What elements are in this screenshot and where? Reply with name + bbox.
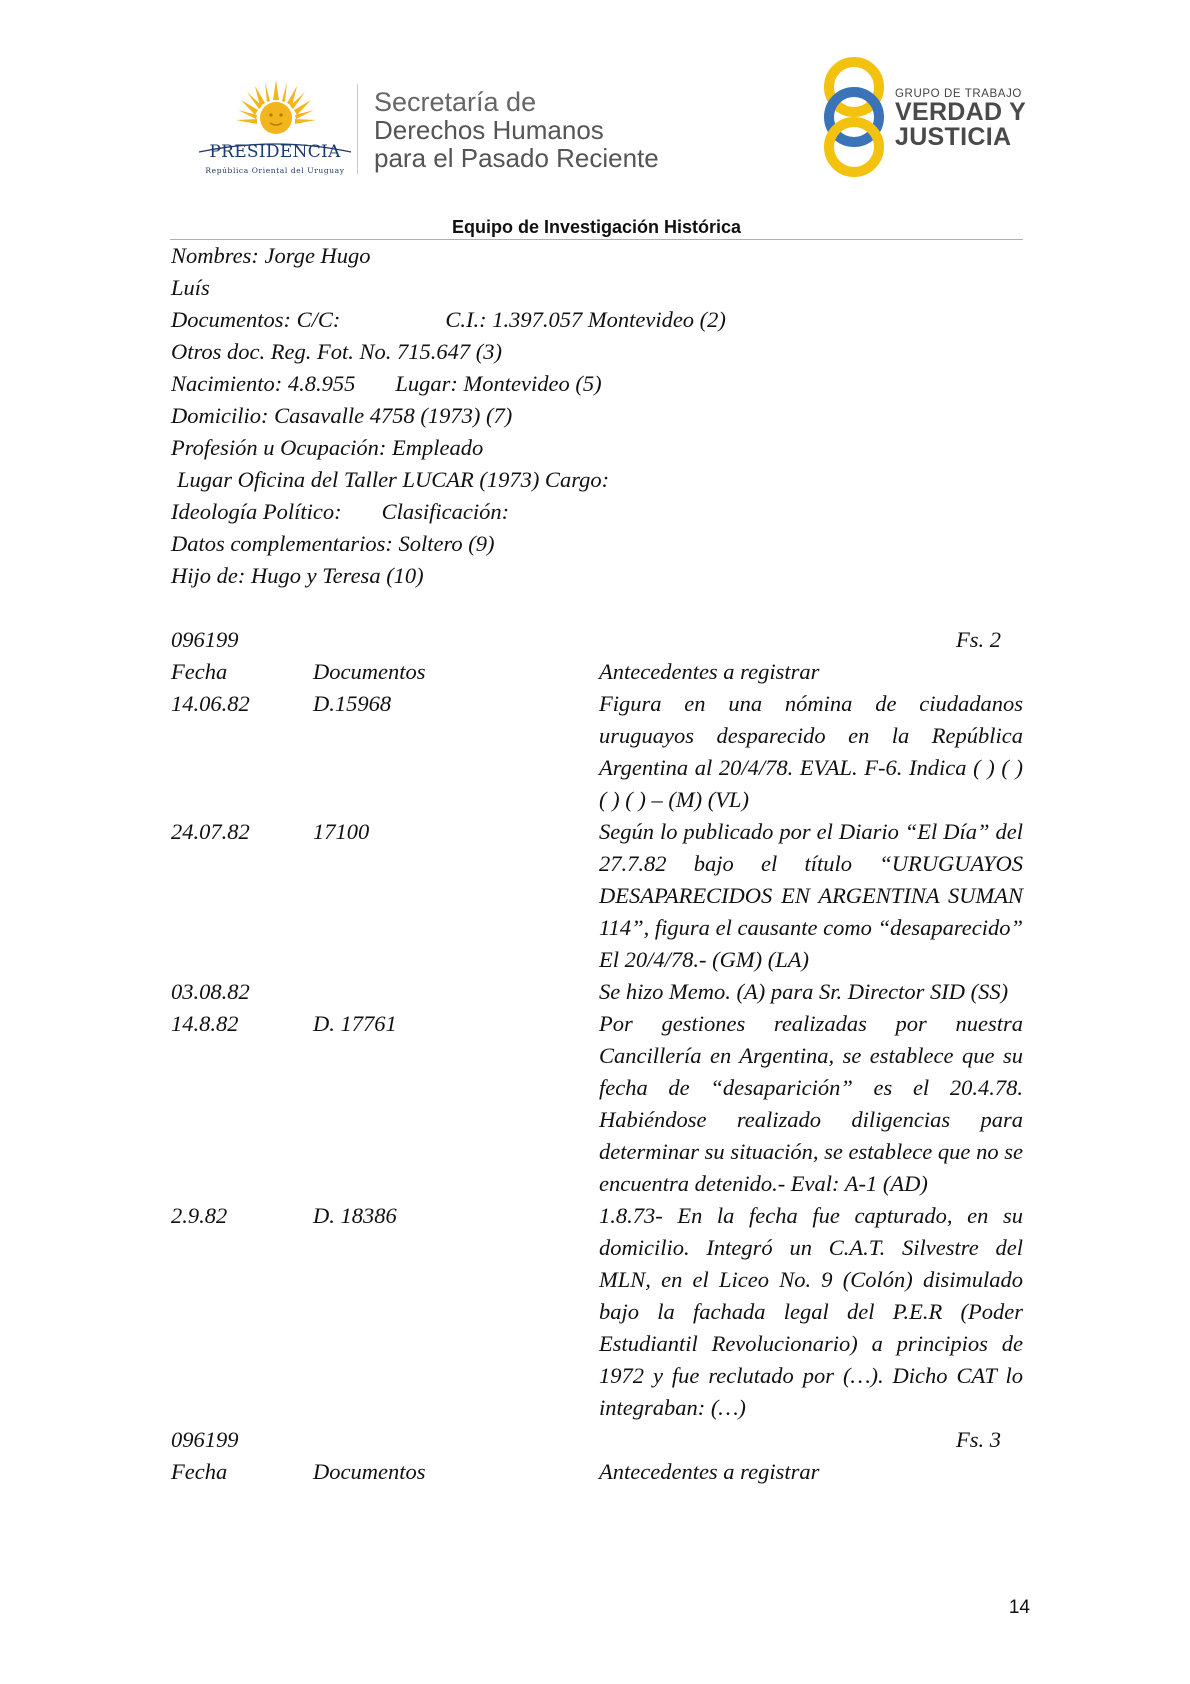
sheet2-code: 096199 bbox=[171, 627, 239, 652]
row-text: Por gestiones realizadas por nuestra Cancillería en Argentina, se establece que su fecha de “desaparición” es el 20.4.78. Habiéndose realizado diligencias para determinar su situación, se establece que no se encuentra detenido.- Eval: A-1 (AD) bbox=[599, 1011, 1023, 1196]
nacimiento: Nacimiento: 4.8.955 bbox=[171, 371, 356, 396]
nacimiento-line bbox=[171, 368, 1023, 400]
secretaria-line1: Secretaría de bbox=[374, 87, 537, 117]
sheet3-code: 096199 bbox=[171, 1427, 239, 1452]
row-doc: 17100 bbox=[313, 819, 370, 844]
table-row bbox=[171, 976, 1023, 1008]
lugar-trabajo: Lugar Oficina del Taller LUCAR (1973) Cargo: bbox=[177, 467, 610, 492]
grupo-trabajo-text bbox=[895, 88, 1026, 150]
page-number: 14 bbox=[1008, 1597, 1030, 1618]
row-doc bbox=[313, 976, 599, 1008]
col-antecedentes: Antecedentes a registrar bbox=[599, 1459, 820, 1484]
profesion: Profesión u Ocupación: Empleado bbox=[171, 435, 484, 460]
row-text: Se hizo Memo. (A) para Sr. Director SID (SS) bbox=[599, 979, 1009, 1004]
secretaria-title bbox=[374, 88, 659, 172]
table-row bbox=[171, 688, 1023, 816]
row-text: Figura en una nómina de ciudadanos uruguayos desparecido en la República Argentina al 20/4/78. EVAL. F-6. Indica ( ) ( ) ( ) ( ) – (M) (VL) bbox=[599, 691, 1023, 812]
row-fecha: 14.06.82 bbox=[171, 691, 250, 716]
documentos-ci: C.I.: 1.397.057 Montevideo (2) bbox=[445, 307, 726, 332]
table-row bbox=[171, 816, 1023, 976]
nombres: Nombres: Jorge Hugo bbox=[171, 243, 371, 268]
row-doc: D. 17761 bbox=[313, 1011, 397, 1036]
table-row bbox=[171, 1200, 1023, 1424]
sheet3-fs: Fs. 3 bbox=[956, 1427, 1001, 1452]
row-doc: D. 18386 bbox=[313, 1203, 397, 1228]
page-header bbox=[0, 0, 1190, 215]
sheet2-header bbox=[171, 624, 1023, 656]
documentos-label: Documentos: C/C: bbox=[171, 307, 341, 332]
grupo-line1: GRUPO DE TRABAJO bbox=[895, 88, 1022, 100]
secretaria-line2: Derechos Humanos bbox=[374, 115, 604, 145]
ideologia-line bbox=[171, 496, 1023, 528]
col-documentos: Documentos bbox=[313, 1459, 426, 1484]
sheet2-fs: Fs. 2 bbox=[956, 627, 1001, 652]
datos-complementarios: Datos complementarios: Soltero (9) bbox=[171, 531, 495, 556]
presidencia-logo bbox=[195, 78, 355, 178]
lugar: Lugar: Montevideo (5) bbox=[395, 371, 602, 396]
document-body bbox=[171, 240, 1023, 1488]
row-fecha: 2.9.82 bbox=[171, 1203, 228, 1228]
otros-doc: Otros doc. Reg. Fot. No. 715.647 (3) bbox=[171, 339, 503, 364]
presidencia-subtitle: República Oriental del Uruguay bbox=[205, 166, 345, 175]
grupo-line3: JUSTICIA bbox=[895, 123, 1012, 151]
row-fecha: 24.07.82 bbox=[171, 819, 250, 844]
row-text: 1.8.73- En la fecha fue capturado, en su domicilio. Integró un C.A.T. Silvestre del MLN, en el Liceo No. 9 (Colón) disimulado bajo la fachada legal del P.E.R (Poder Estudiantil Revolucionario) a principios de 1972 y fue reclutado por (…). Dicho CAT lo integraban: (…) bbox=[599, 1203, 1023, 1420]
domicilio: Domicilio: Casavalle 4758 (1973) (7) bbox=[171, 403, 513, 428]
nombres-2: Luís bbox=[171, 275, 210, 300]
col-documentos: Documentos bbox=[313, 659, 426, 684]
col-fecha: Fecha bbox=[171, 659, 228, 684]
documentos-line bbox=[171, 304, 1023, 336]
table-row bbox=[171, 1008, 1023, 1200]
col-fecha: Fecha bbox=[171, 1459, 228, 1484]
hijo-de: Hijo de: Hugo y Teresa (10) bbox=[171, 563, 424, 588]
presidencia-name: PRESIDENCIA bbox=[209, 142, 341, 162]
team-title: Equipo de Investigación Histórica bbox=[451, 217, 742, 237]
row-fecha: 14.8.82 bbox=[171, 1011, 239, 1036]
sheet2-column-headers bbox=[171, 656, 1023, 688]
grupo-line2: VERDAD Y bbox=[895, 98, 1027, 126]
ideologia: Ideología Político: bbox=[171, 499, 342, 524]
clasificacion: Clasificación: bbox=[381, 499, 510, 524]
col-antecedentes: Antecedentes a registrar bbox=[599, 659, 820, 684]
row-doc: D.15968 bbox=[313, 691, 392, 716]
secretaria-line3: para el Pasado Reciente bbox=[374, 143, 659, 173]
header-divider bbox=[357, 84, 358, 174]
sheet3-column-headers bbox=[171, 1456, 1023, 1488]
row-fecha: 03.08.82 bbox=[171, 979, 250, 1004]
row-text: Según lo publicado por el Diario “El Día” del 27.7.82 bajo el título “URUGUAYOS DESAPARECIDOS EN ARGENTINA SUMAN 114”, figura el causante como “desaparecido” El 20/4/78.- (GM) (LA) bbox=[599, 819, 1023, 972]
sheet3-header bbox=[171, 1424, 1023, 1456]
